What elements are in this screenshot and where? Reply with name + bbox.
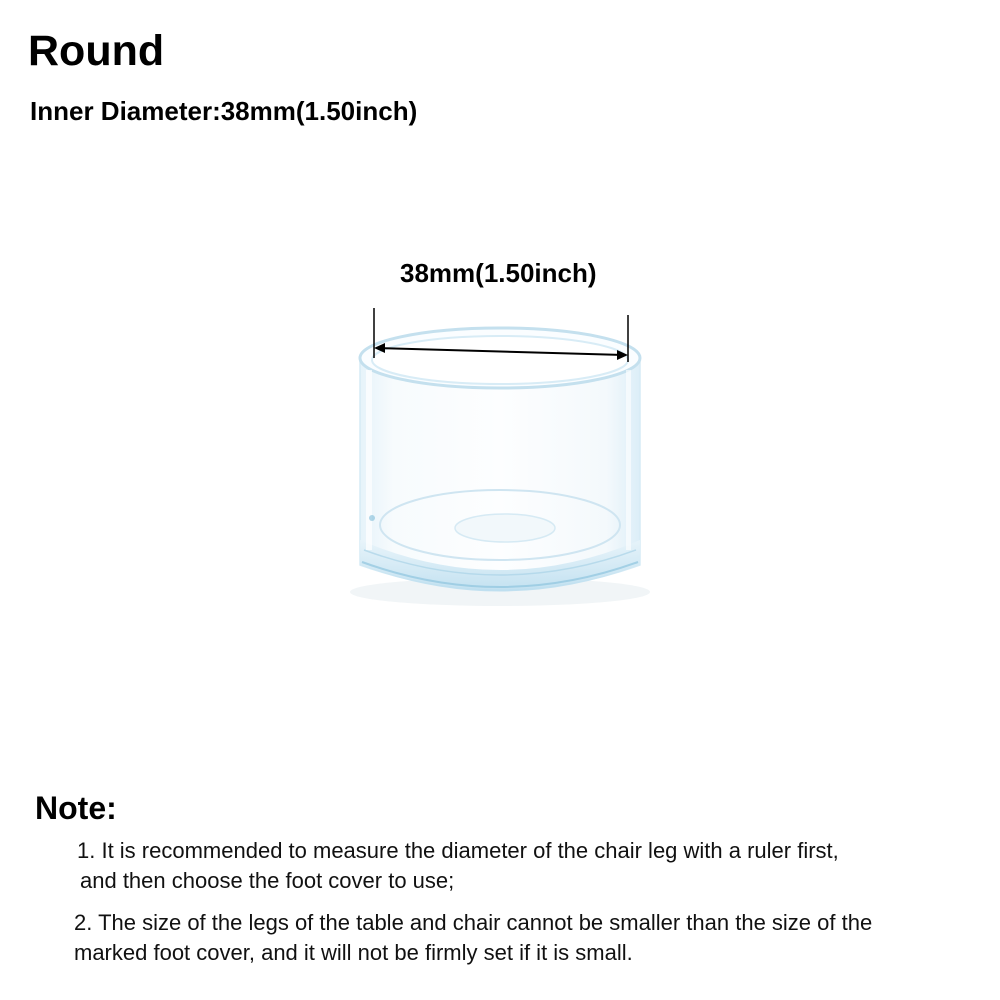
note-item-1-line-1: 1. It is recommended to measure the diameter of the chair leg with a ruler first, [77, 838, 839, 863]
note-item-1-line-2: and then choose the foot cover to use; [80, 868, 455, 893]
page-title: Round [28, 27, 165, 75]
note-heading: Note: [35, 790, 117, 826]
note-item-1 [77, 836, 977, 896]
note-item-2-line-2: marked foot cover, and it will not be firmly set if it is small. [74, 940, 633, 965]
cap-body [360, 358, 640, 590]
note-item-2-line-1: 2. The size of the legs of the table and chair cannot be smaller than the size of the [74, 910, 873, 935]
inner-diameter-subtitle: Inner Diameter:38mm(1.50inch) [30, 96, 418, 126]
chair-leg-cap-image [330, 300, 670, 620]
note-item-2 [74, 908, 989, 968]
dimension-label: 38mm(1.50inch) [400, 258, 597, 288]
